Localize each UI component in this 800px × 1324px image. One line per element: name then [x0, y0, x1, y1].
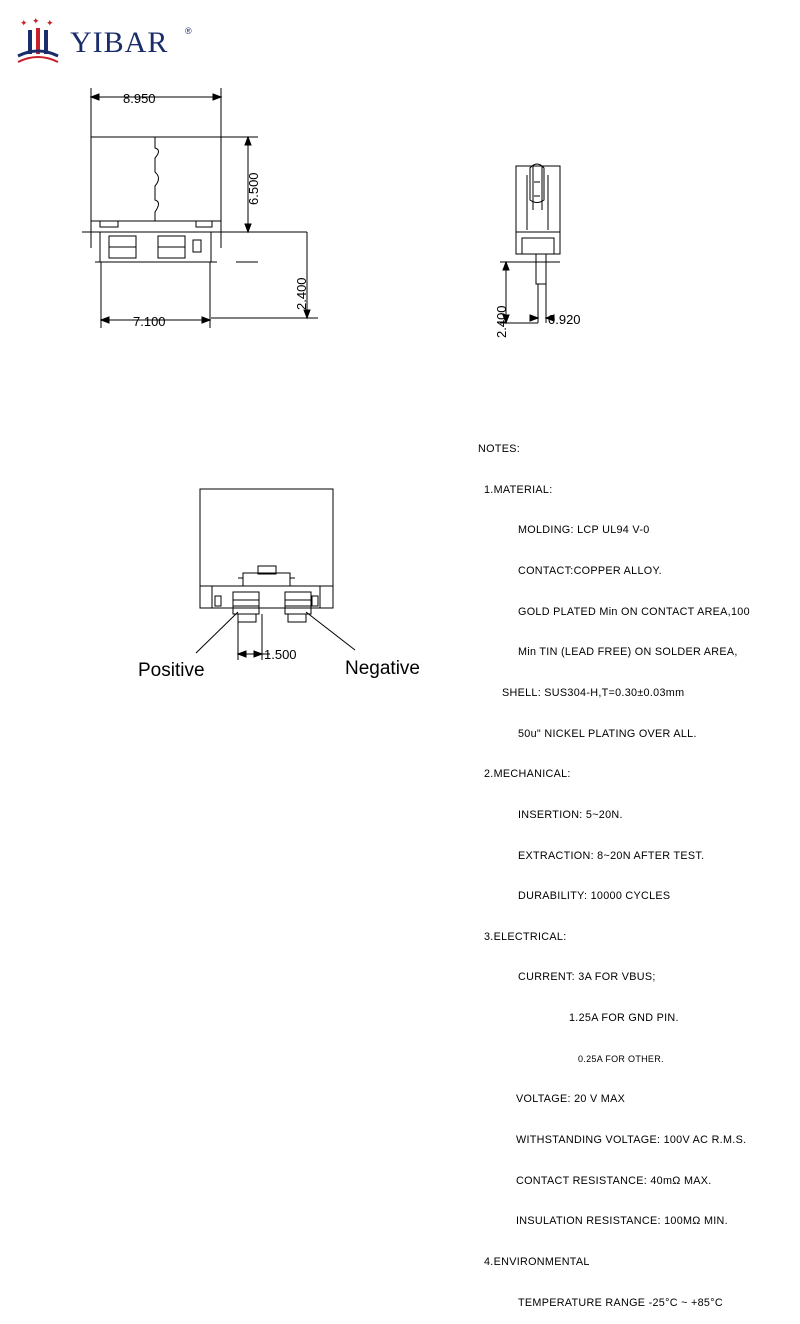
svg-text:✦: ✦	[32, 16, 40, 26]
bottom-view	[196, 489, 355, 660]
environmental-temperature: TEMPERATURE RANGE -25°C ~ +85°C	[518, 1296, 723, 1309]
electrical-contact-resistance: CONTACT RESISTANCE: 40mΩ MAX.	[516, 1174, 712, 1187]
svg-text:✦: ✦	[46, 18, 54, 28]
electrical-current-1: CURRENT: 3A FOR VBUS;	[518, 971, 656, 984]
dim-pin-length-front: 2.400	[294, 277, 309, 310]
material-plating-2: Min TIN (LEAD FREE) ON SOLDER AREA,	[518, 646, 738, 659]
spec-notes	[478, 416, 798, 1324]
dim-bottom-width: 7.100	[133, 314, 166, 329]
mechanical-insertion: INSERTION: 5~20N.	[518, 808, 623, 821]
registered-mark: ®	[185, 26, 192, 36]
label-positive: Positive	[138, 660, 205, 681]
dim-top-width: 8.950	[123, 91, 156, 106]
material-molding: MOLDING: LCP UL94 V-0	[518, 524, 650, 537]
electrical-heading: 3.ELECTRICAL:	[484, 930, 567, 943]
brand-name: YIBAR	[70, 26, 169, 59]
mechanical-heading: 2.MECHANICAL:	[484, 768, 571, 781]
dim-pin-length-side: 2.400	[494, 305, 509, 338]
material-shell-1: SHELL: SUS304-H,T=0.30±0.03mm	[502, 686, 685, 699]
material-contact: CONTACT:COPPER ALLOY.	[518, 565, 662, 578]
material-heading: 1.MATERIAL:	[484, 483, 553, 496]
environmental-heading: 4.ENVIRONMENTAL	[484, 1255, 590, 1268]
front-view	[82, 88, 318, 328]
mechanical-durability: DURABILITY: 10000 CYCLES	[518, 890, 671, 903]
svg-text:✦: ✦	[20, 18, 28, 28]
dim-height: 6.500	[246, 172, 261, 205]
electrical-insulation: INSULATION RESISTANCE: 100MΩ MIN.	[516, 1215, 728, 1228]
mechanical-extraction: EXTRACTION: 8~20N AFTER TEST.	[518, 849, 705, 862]
dim-side-thickness: 0.920	[548, 312, 581, 327]
material-shell-2: 50u" NICKEL PLATING OVER ALL.	[518, 727, 697, 740]
electrical-current-3: 0.25A FOR OTHER.	[578, 1053, 664, 1064]
side-view	[500, 164, 560, 323]
electrical-voltage: VOLTAGE: 20 V MAX	[516, 1093, 626, 1106]
notes-title: NOTES:	[478, 443, 520, 456]
electrical-current-2: 1.25A FOR GND PIN.	[569, 1012, 679, 1025]
electrical-withstanding: WITHSTANDING VOLTAGE: 100V AC R.M.S.	[516, 1133, 747, 1146]
material-plating-1: GOLD PLATED Min ON CONTACT AREA,100	[518, 605, 750, 618]
dim-pin-pitch: 1.500	[264, 647, 297, 662]
label-negative: Negative	[345, 658, 420, 679]
